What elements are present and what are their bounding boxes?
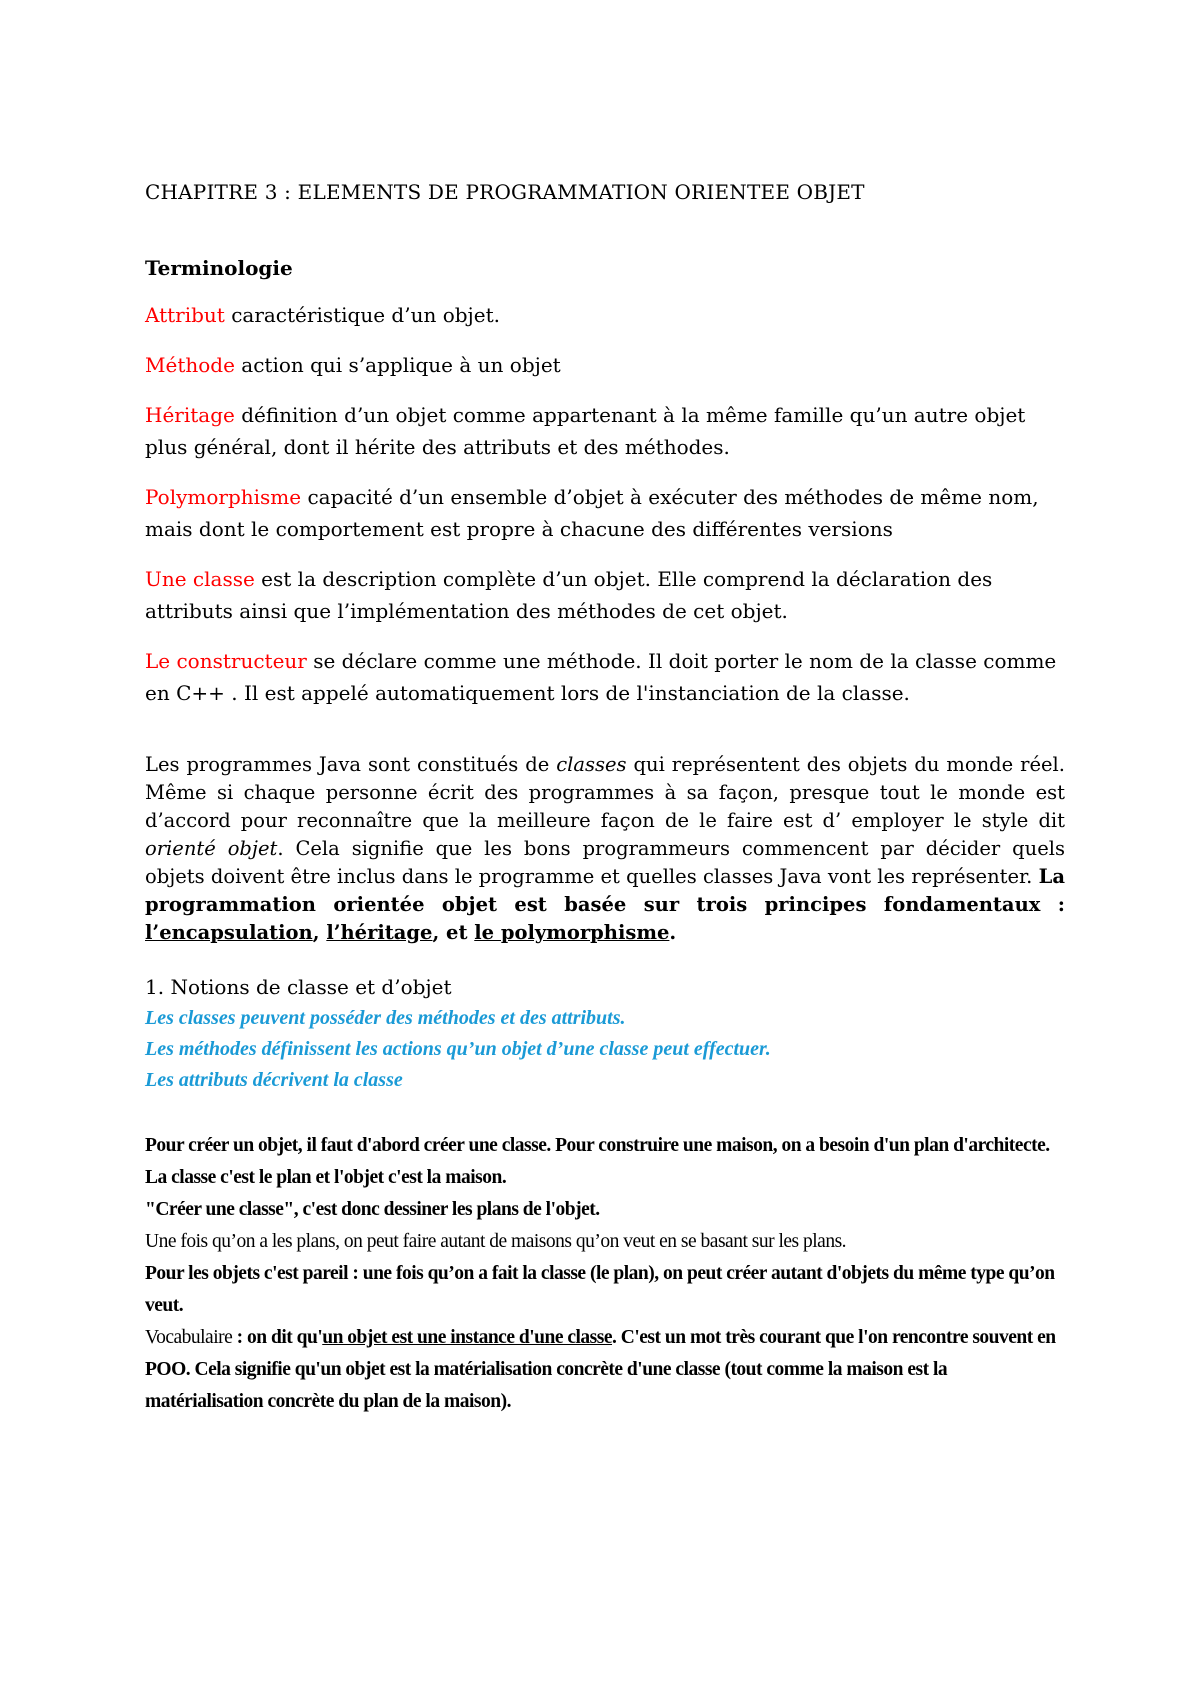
blue-line: Les classes peuvent posséder des méthodes et des attributs. [145,1007,626,1029]
intro-end: . [669,921,677,944]
vocab-rest: . C'est un mot très courant que l'on rencontre souvent en POO. Cela signifie qu'un objet est la matérialisation concrète d'une classe (tout comme la maison est la matérialisation concrète du plan de la maison). [145,1327,1056,1412]
term-definition: caractéristique d’un objet. [224,303,500,327]
blue-italic-block [145,1003,1065,1096]
body-line: Une fois qu’on a les plans, on peut faire autant de maisons qu’on veut en se basant sur les plans. [145,1231,847,1252]
body-line: Pour créer un objet, il faut d'abord créer une classe. Pour construire une maison, on a besoin d'un plan d'architecte. La classe c'est le plan et l'objet c'est la maison. [145,1135,1050,1188]
term-classe [145,563,1065,627]
term-word: Méthode [145,353,235,377]
term-word: Une classe [145,567,255,591]
vocab-underlined: un objet est une instance d'une classe [322,1327,613,1348]
chapter-title: CHAPITRE 3 : ELEMENTS DE PROGRAMMATION ORIENTEE OBJET [145,180,865,204]
intro-text: qui représentent des objets du monde réel. Même si chaque personne écrit des programmes à sa façon, presque tout le monde est d’accord pour reconnaître que la meilleure façon de le faire est d’ employer le style dit [145,753,1065,832]
intro-paragraph [145,751,1065,947]
term-definition: capacité d’un ensemble d’objet à exécuter des méthodes de même nom, mais dont le comportement est propre à chacune des différentes versions [145,485,1039,541]
intro-separator: , [312,921,327,944]
document-page [145,180,1065,1418]
intro-separator: , et [432,921,475,944]
term-word: Attribut [145,303,225,327]
term-attribut [145,299,1065,331]
vocab-lead: : on dit qu' [236,1327,323,1348]
blue-line: Les attributs décrivent la classe [145,1069,403,1091]
notions-heading: 1. Notions de classe et d’objet [145,975,452,999]
intro-text: Les programmes Java sont constitués de [145,753,557,776]
intro-bold-lead: La programmation orientée objet est basée sur trois principes fondamentaux : [145,865,1065,916]
principle-encapsulation: l’encapsulation [145,921,313,944]
intro-italic-classes: classes [556,753,627,776]
body-line: "Créer une classe", c'est donc dessiner les plans de l'objet. [145,1199,600,1220]
blue-line: Les méthodes définissent les actions qu’un objet d’une classe peut effectuer. [145,1038,771,1060]
terminology-heading: Terminologie [145,256,293,280]
term-heritage [145,399,1065,463]
terminology-list [145,299,1065,709]
term-word: Polymorphisme [145,485,302,509]
principle-heritage: l’héritage [326,921,433,944]
vocab-label: Vocabulaire [145,1327,237,1348]
body-line: Pour les objets c'est pareil : une fois qu’on a fait la classe (le plan), on peut créer autant d'objets du même type qu’on veut. [145,1263,1055,1316]
term-polymorphisme [145,481,1065,545]
intro-text: . Cela signifie que les bons programmeurs commencent par décider quels objets doivent être inclus dans le programme et quelles classes Java vont les représenter. [145,837,1065,888]
term-methode [145,349,1065,381]
principle-polymorphisme: le polymorphisme [474,921,670,944]
intro-italic-oriente-objet: orienté objet [145,837,278,860]
term-definition: définition d’un objet comme appartenant à la même famille qu’un autre objet plus général, dont il hérite des attributs et des méthodes. [145,403,1026,459]
term-definition: action qui s’applique à un objet [234,353,561,377]
body-block [145,1130,1065,1418]
term-word: Le constructeur [145,649,307,673]
term-constructeur [145,645,1065,709]
term-definition: se déclare comme une méthode. Il doit porter le nom de la classe comme en C++ . Il est appelé automatiquement lors de l'instanciation de la classe. [145,649,1057,705]
vocabulary-paragraph [145,1322,1065,1418]
term-definition: est la description complète d’un objet. Elle comprend la déclaration des attributs ainsi que l’implémentation des méthodes de cet objet. [145,567,993,623]
term-word: Héritage [145,403,235,427]
